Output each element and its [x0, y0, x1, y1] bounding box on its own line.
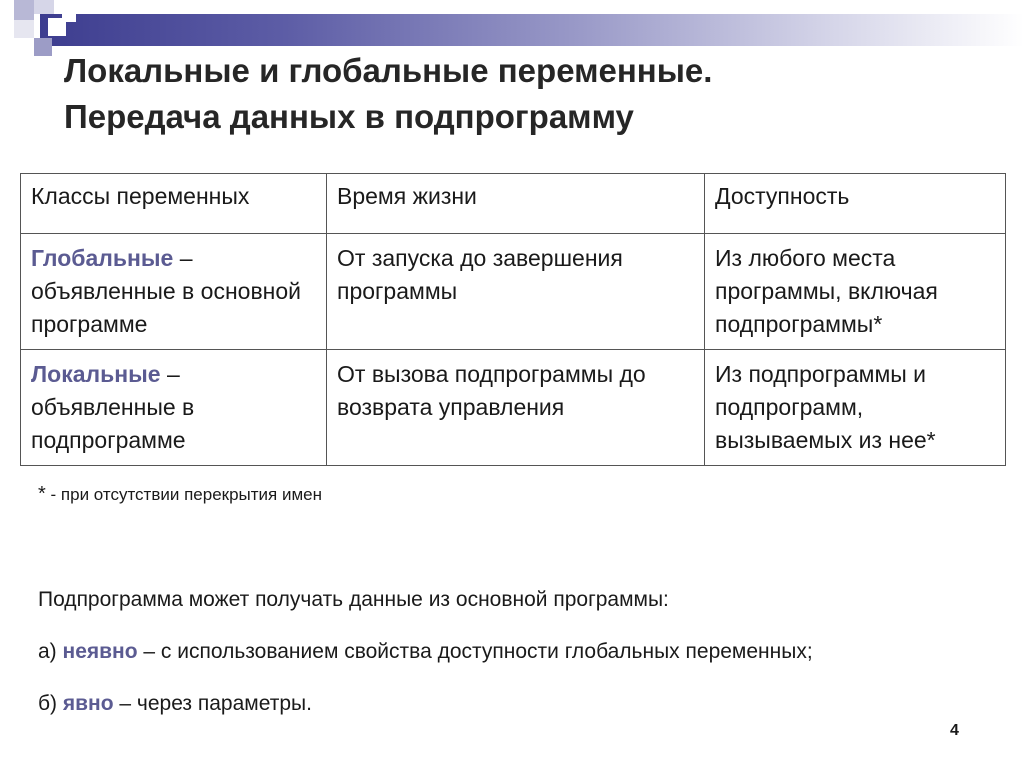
footnote-mark: *	[38, 483, 46, 505]
decoration-square	[14, 20, 34, 38]
slide-title-line-2: Передача данных в подпрограмму	[64, 98, 634, 135]
header-cell-lifetime: Время жизни	[327, 174, 705, 234]
option-b	[38, 692, 312, 716]
page-number: 4	[950, 722, 959, 739]
decoration-square	[34, 38, 52, 56]
slide-title	[64, 48, 964, 140]
cell-local-class	[21, 350, 327, 466]
table-row-local	[21, 350, 1006, 466]
term-global: Глобальные	[31, 245, 174, 271]
term-local: Локальные	[31, 361, 161, 387]
header-decoration-bar	[40, 14, 1024, 46]
cell-global-class	[21, 234, 327, 350]
footnote	[38, 483, 322, 506]
option-b-keyword: явно	[62, 692, 114, 715]
cell-local-lifetime: От вызова подпрограммы до возврата управления	[327, 350, 705, 466]
decoration-square	[62, 8, 76, 22]
definition-local: – объявленные в подпрограмме	[31, 361, 195, 453]
option-a-text: – с использованием свойства доступности глобальных переменных;	[137, 640, 813, 663]
cell-local-access: Из подпрограммы и подпрограмм, вызываемых из нее*	[705, 350, 1006, 466]
header-cell-access: Доступность	[705, 174, 1006, 234]
decoration-square	[34, 0, 54, 14]
option-a-keyword: неявно	[62, 640, 138, 663]
definition-global: – объявленные в основной программе	[31, 245, 302, 337]
intro-paragraph: Подпрограмма может получать данные из основной программы:	[38, 588, 669, 611]
slide-title-line-1: Локальные и глобальные переменные.	[64, 52, 713, 89]
cell-global-access: Из любого места программы, включая подпрограммы*	[705, 234, 1006, 350]
option-a-prefix: а)	[38, 640, 63, 663]
option-b-prefix: б)	[38, 692, 63, 715]
table-header-row	[21, 174, 1006, 234]
variables-table	[20, 173, 1006, 466]
table-row-global	[21, 234, 1006, 350]
option-a	[38, 640, 813, 664]
option-b-text: – через параметры.	[113, 692, 312, 715]
decoration-square	[14, 0, 34, 20]
cell-global-lifetime: От запуска до завершения программы	[327, 234, 705, 350]
header-cell-classes: Классы переменных	[21, 174, 327, 234]
footnote-text: - при отсутствии перекрытия имен	[45, 485, 323, 504]
